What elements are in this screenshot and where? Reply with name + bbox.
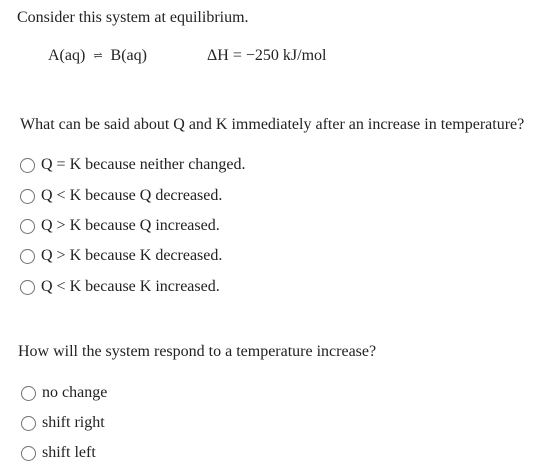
q1-option-3-label: Q > K because Q increased. [41, 217, 220, 234]
q1-option-4[interactable] [20, 245, 222, 267]
enthalpy-value: ΔH = −250 kJ/mol [207, 47, 327, 64]
radio-button[interactable] [20, 280, 35, 295]
q2-option-2[interactable] [21, 412, 105, 434]
q1-option-4-label: Q > K because K decreased. [41, 247, 223, 264]
q1-option-5[interactable] [20, 276, 220, 298]
q2-option-3-label: shift left [42, 444, 96, 461]
q2-option-2-label: shift right [42, 414, 105, 431]
q1-option-3[interactable] [20, 215, 220, 237]
q1-option-2[interactable] [20, 185, 222, 207]
reaction-equation [48, 47, 147, 65]
radio-button[interactable] [20, 158, 35, 173]
q1-option-5-label: Q < K because K increased. [41, 278, 220, 295]
radio-button[interactable] [21, 386, 36, 401]
radio-button[interactable] [20, 249, 35, 264]
q2-option-1[interactable] [21, 382, 107, 404]
radio-button[interactable] [21, 446, 36, 461]
radio-button[interactable] [20, 189, 35, 204]
q1-option-2-label: Q < K because Q decreased. [41, 187, 223, 204]
reactant-label: A(aq) [48, 47, 86, 64]
q2-option-1-label: no change [42, 384, 108, 401]
radio-button[interactable] [21, 416, 36, 431]
product-label: B(aq) [110, 47, 147, 64]
intro-text: Consider this system at equilibrium. [17, 9, 249, 26]
q2-option-3[interactable] [21, 442, 96, 464]
radio-button[interactable] [20, 219, 35, 234]
question-2-text: How will the system respond to a temperature increase? [18, 343, 377, 360]
question-1-text: What can be said about Q and K immediately after an increase in temperature? [20, 116, 525, 133]
q1-option-1[interactable] [20, 154, 246, 176]
q1-option-1-label: Q = K because neither changed. [41, 156, 246, 173]
equilibrium-arrows-icon: ⇌ [93, 49, 103, 62]
